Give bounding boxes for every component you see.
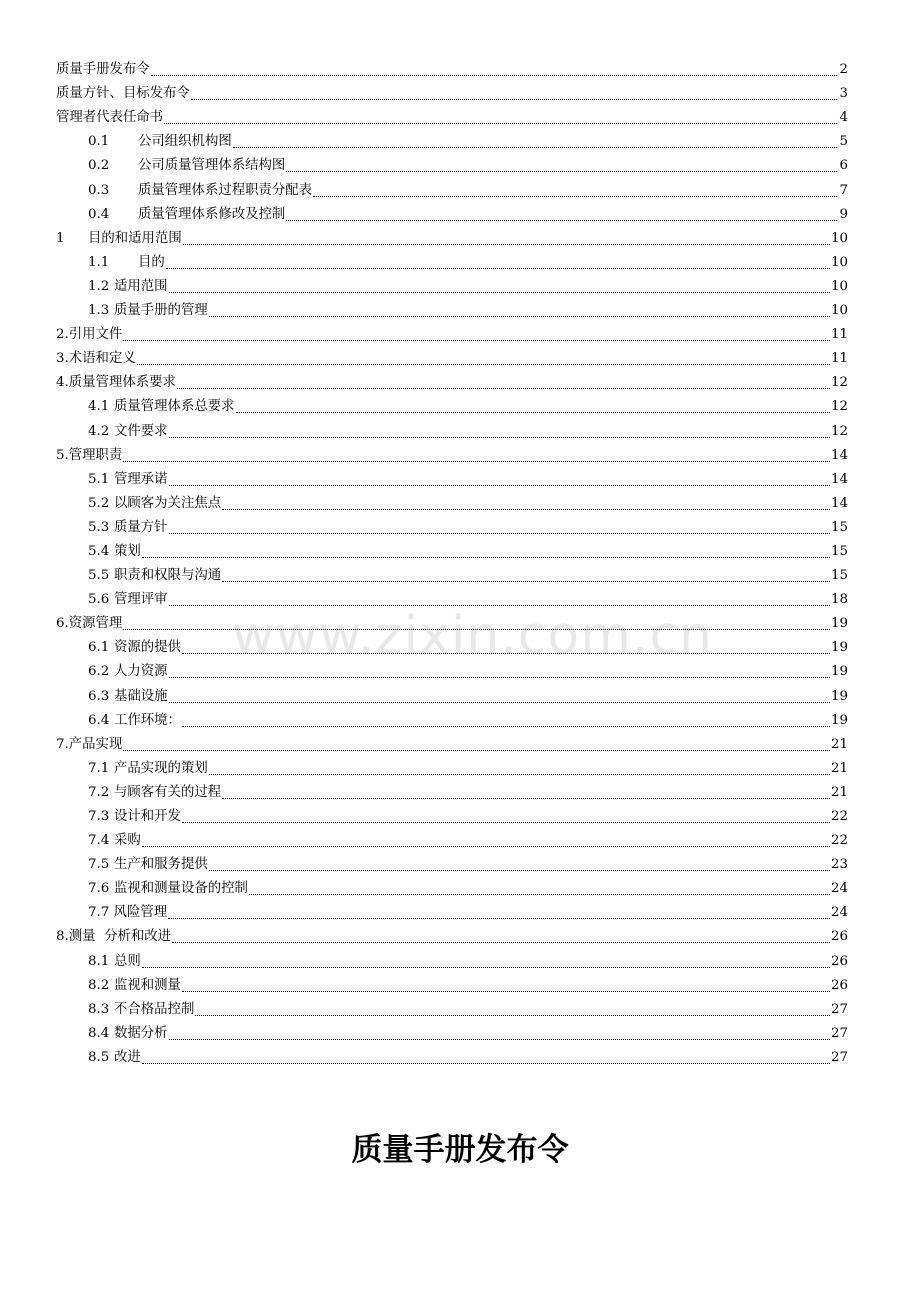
toc-entry-page: 10 bbox=[830, 230, 848, 246]
page-title: 质量手册发布令 bbox=[351, 1132, 569, 1168]
toc-entry-page: 15 bbox=[830, 568, 848, 584]
toc-entry-title: 管理评审 bbox=[114, 592, 168, 608]
toc-dot-leader bbox=[236, 411, 830, 413]
toc-entry-number: 8.2 bbox=[88, 977, 110, 993]
toc-entry-page: 19 bbox=[830, 712, 848, 728]
toc-entry-title: 质量手册的管理 bbox=[114, 303, 208, 319]
toc-entry[interactable] bbox=[56, 443, 848, 467]
toc-entry[interactable] bbox=[56, 346, 848, 370]
toc-entry-title: 策划 bbox=[114, 543, 141, 559]
toc-entry[interactable] bbox=[56, 780, 848, 804]
toc-entry-page: 21 bbox=[830, 784, 848, 800]
toc-entry[interactable] bbox=[56, 997, 848, 1021]
toc-entry-page: 7 bbox=[839, 182, 848, 198]
toc-entry-number: 5.4 bbox=[88, 543, 110, 559]
toc-dot-leader bbox=[182, 725, 830, 727]
toc-dot-leader bbox=[177, 387, 830, 389]
toc-dot-leader bbox=[169, 291, 830, 293]
toc-entry-title: 管理者代表任命书 bbox=[56, 110, 164, 126]
toc-entry[interactable] bbox=[56, 876, 848, 900]
toc-entry-page: 14 bbox=[830, 495, 848, 511]
toc-entry-number: 5.2 bbox=[88, 495, 110, 511]
toc-entry-number: 4.2 bbox=[88, 423, 110, 439]
toc-dot-leader bbox=[142, 1062, 830, 1064]
toc-entry-title: 适用范围 bbox=[114, 278, 168, 294]
toc-dot-leader bbox=[182, 990, 830, 992]
toc-entry[interactable] bbox=[56, 467, 848, 491]
toc-entry[interactable] bbox=[56, 828, 848, 852]
toc-entry-page: 19 bbox=[830, 688, 848, 704]
toc-entry-page: 15 bbox=[830, 543, 848, 559]
toc-entry-page: 22 bbox=[830, 809, 848, 824]
toc-entry-page: 10 bbox=[830, 303, 848, 319]
toc-entry-title: 5.管理职责 bbox=[56, 447, 123, 463]
toc-entry-page: 18 bbox=[830, 592, 848, 608]
toc-dot-leader bbox=[222, 580, 830, 582]
toc-entry-number: 4.1 bbox=[88, 399, 110, 415]
toc-entry-title: 8.测量 分析和改进 bbox=[56, 929, 172, 945]
toc-entry[interactable] bbox=[56, 202, 848, 226]
toc-dot-leader bbox=[182, 821, 830, 823]
toc-entry-title: 目的和适用范围 bbox=[88, 230, 182, 246]
toc-dot-leader bbox=[123, 460, 830, 462]
toc-entry-number: 7.6 bbox=[88, 881, 110, 897]
toc-entry[interactable] bbox=[56, 418, 848, 442]
toc-dot-leader bbox=[182, 652, 830, 654]
toc-entry[interactable] bbox=[56, 611, 848, 635]
toc-entry-number: 6.4 bbox=[88, 712, 110, 728]
toc-entry[interactable] bbox=[56, 539, 848, 563]
toc-dot-leader bbox=[142, 556, 830, 558]
toc-entry[interactable] bbox=[56, 105, 848, 129]
toc-entry-number: 8.1 bbox=[88, 953, 110, 969]
toc-entry-page: 21 bbox=[830, 736, 848, 752]
toc-dot-leader bbox=[222, 797, 830, 799]
toc-entry-title: 管理承诺 bbox=[114, 471, 168, 487]
toc-dot-leader bbox=[183, 243, 830, 245]
toc-entry-number: 1.2 bbox=[88, 278, 110, 294]
toc-entry-number: 6.3 bbox=[88, 688, 110, 704]
toc-dot-leader bbox=[195, 1014, 830, 1016]
toc-dot-leader bbox=[249, 893, 830, 895]
toc-entry[interactable] bbox=[56, 683, 848, 707]
toc-dot-leader bbox=[137, 363, 830, 365]
toc-entry-page: 27 bbox=[830, 1049, 848, 1065]
table-of-contents bbox=[56, 57, 848, 1069]
toc-entry-title: 设计和开发 bbox=[114, 809, 181, 824]
toc-entry-title: 工作环境： bbox=[114, 712, 181, 728]
toc-entry-title: 基础设施 bbox=[114, 688, 168, 704]
toc-entry-number: 6.1 bbox=[88, 640, 110, 656]
toc-dot-leader bbox=[169, 701, 830, 703]
toc-dot-leader bbox=[191, 98, 837, 100]
toc-entry[interactable] bbox=[56, 852, 848, 876]
toc-dot-leader bbox=[169, 436, 830, 438]
toc-entry-page: 14 bbox=[830, 447, 848, 463]
toc-entry-number: 7.5 bbox=[88, 857, 110, 873]
toc-entry[interactable] bbox=[56, 322, 848, 346]
toc-entry-page: 12 bbox=[830, 399, 848, 415]
toc-dot-leader bbox=[286, 219, 837, 221]
toc-entry[interactable] bbox=[56, 129, 848, 153]
toc-entry[interactable] bbox=[56, 153, 848, 177]
toc-entry-title: 以顾客为关注焦点 bbox=[114, 495, 222, 511]
toc-entry-page: 27 bbox=[830, 1001, 848, 1017]
toc-entry-number: 7.4 bbox=[88, 833, 110, 849]
toc-entry-title: 监视和测量 bbox=[114, 977, 181, 993]
toc-entry-number: 6.2 bbox=[88, 664, 110, 680]
toc-entry-number: 0.2 bbox=[88, 158, 110, 174]
toc-dot-leader bbox=[123, 628, 830, 630]
toc-entry-title: 职责和权限与沟通 bbox=[114, 568, 222, 584]
toc-entry-title: 数据分析 bbox=[114, 1025, 168, 1041]
toc-entry-title: 不合格品控制 bbox=[114, 1001, 195, 1017]
toc-entry[interactable] bbox=[56, 370, 848, 394]
toc-entry-title: 改进 bbox=[114, 1049, 141, 1065]
toc-entry-page: 26 bbox=[830, 953, 848, 969]
toc-entry-page: 24 bbox=[830, 905, 848, 921]
toc-entry[interactable] bbox=[56, 57, 848, 81]
toc-entry-title: 质量手册发布令 bbox=[56, 62, 150, 78]
toc-dot-leader bbox=[209, 315, 830, 317]
toc-entry-number: 1.3 bbox=[88, 303, 110, 319]
toc-entry-title: 资源的提供 bbox=[114, 640, 181, 656]
toc-entry-number: 1 bbox=[56, 230, 65, 246]
toc-entry-page: 22 bbox=[830, 833, 848, 849]
toc-entry[interactable] bbox=[56, 732, 848, 756]
toc-entry-title: 监视和测量设备的控制 bbox=[114, 881, 248, 897]
toc-entry-number: 0.1 bbox=[88, 134, 110, 150]
toc-entry[interactable] bbox=[56, 491, 848, 515]
toc-dot-leader bbox=[166, 267, 830, 269]
toc-dot-leader bbox=[172, 941, 830, 943]
toc-entry-page: 10 bbox=[830, 254, 848, 270]
toc-entry[interactable] bbox=[56, 1045, 848, 1069]
toc-entry-page: 19 bbox=[830, 640, 848, 656]
toc-entry-title: 4.质量管理体系要求 bbox=[56, 375, 176, 391]
toc-entry-title: 公司质量管理体系结构图 bbox=[138, 158, 286, 174]
toc-entry-title: 质量管理体系过程职责分配表 bbox=[138, 182, 313, 198]
toc-dot-leader bbox=[222, 508, 830, 510]
toc-entry-page: 12 bbox=[830, 375, 848, 391]
toc-entry[interactable] bbox=[56, 298, 848, 322]
toc-entry[interactable] bbox=[56, 274, 848, 298]
toc-entry[interactable] bbox=[56, 1021, 848, 1045]
toc-entry-page: 19 bbox=[830, 664, 848, 680]
toc-dot-leader bbox=[313, 195, 837, 197]
toc-entry[interactable] bbox=[56, 635, 848, 659]
toc-entry[interactable] bbox=[56, 924, 848, 948]
toc-entry-page: 11 bbox=[830, 327, 848, 343]
toc-entry-page: 27 bbox=[830, 1025, 848, 1041]
toc-dot-leader bbox=[142, 845, 830, 847]
toc-entry[interactable] bbox=[56, 226, 848, 250]
toc-entry[interactable] bbox=[56, 756, 848, 780]
toc-entry-title: 质量方针 bbox=[114, 519, 168, 535]
toc-entry-title: 产品实现的策划 bbox=[114, 760, 208, 776]
toc-entry-page: 14 bbox=[830, 471, 848, 487]
toc-entry[interactable] bbox=[56, 804, 848, 828]
toc-dot-leader bbox=[123, 749, 830, 751]
toc-entry-number: 5.3 bbox=[88, 519, 110, 535]
toc-entry[interactable] bbox=[56, 948, 848, 972]
toc-entry[interactable] bbox=[56, 563, 848, 587]
toc-entry-number: 7.3 bbox=[88, 809, 110, 824]
toc-entry-page: 3 bbox=[839, 86, 848, 102]
toc-entry-page: 6 bbox=[839, 158, 848, 174]
toc-dot-leader bbox=[209, 773, 830, 775]
toc-entry-page: 10 bbox=[830, 278, 848, 294]
toc-entry-page: 26 bbox=[830, 977, 848, 993]
toc-entry[interactable] bbox=[56, 81, 848, 105]
toc-entry-page: 19 bbox=[830, 616, 848, 632]
toc-entry[interactable] bbox=[56, 515, 848, 539]
toc-dot-leader bbox=[286, 170, 837, 172]
toc-entry-number: 1.1 bbox=[88, 254, 110, 270]
toc-entry-page: 26 bbox=[830, 929, 848, 945]
toc-entry-title: 质量方针、目标发布令 bbox=[56, 86, 190, 102]
toc-dot-leader bbox=[169, 532, 830, 534]
toc-entry-title: 人力资源 bbox=[114, 664, 168, 680]
toc-entry[interactable] bbox=[56, 177, 848, 201]
toc-entry-page: 24 bbox=[830, 881, 848, 897]
toc-entry-number: 7.1 bbox=[88, 760, 110, 776]
toc-entry-number: 0.4 bbox=[88, 206, 110, 222]
toc-entry-number: 8.4 bbox=[88, 1025, 110, 1041]
toc-entry-number: 5.1 bbox=[88, 471, 110, 487]
toc-entry-number: 0.3 bbox=[88, 182, 110, 198]
watermark: www.zixin.com.cn bbox=[232, 606, 713, 666]
toc-entry-title: 公司组织机构图 bbox=[138, 134, 232, 150]
toc-entry-title: 质量管理体系修改及控制 bbox=[138, 206, 286, 222]
toc-entry-title: 生产和服务提供 bbox=[114, 857, 208, 873]
toc-entry-number: 8.3 bbox=[88, 1001, 110, 1017]
toc-entry-title: 6.资源管理 bbox=[56, 616, 123, 632]
toc-dot-leader bbox=[123, 339, 830, 341]
toc-entry-title: 3.术语和定义 bbox=[56, 351, 136, 367]
toc-entry[interactable] bbox=[56, 659, 848, 683]
toc-dot-leader bbox=[169, 1038, 830, 1040]
toc-dot-leader bbox=[142, 966, 830, 968]
toc-entry-number: 5.5 bbox=[88, 568, 110, 584]
toc-entry[interactable] bbox=[56, 708, 848, 732]
toc-dot-leader bbox=[168, 917, 830, 919]
toc-dot-leader bbox=[169, 484, 830, 486]
toc-entry-title: 7.7 风险管理 bbox=[88, 905, 168, 921]
toc-entry-title: 7.产品实现 bbox=[56, 736, 123, 752]
toc-entry-title: 与顾客有关的过程 bbox=[114, 784, 222, 800]
toc-dot-leader bbox=[209, 869, 830, 871]
toc-entry-page: 12 bbox=[830, 423, 848, 439]
toc-entry[interactable] bbox=[56, 250, 848, 274]
toc-entry[interactable] bbox=[56, 973, 848, 997]
toc-dot-leader bbox=[151, 74, 837, 76]
toc-dot-leader bbox=[164, 122, 837, 124]
toc-entry-title: 2.引用文件 bbox=[56, 327, 123, 343]
toc-dot-leader bbox=[169, 604, 830, 606]
toc-entry-title: 采购 bbox=[114, 833, 141, 849]
toc-entry-page: 23 bbox=[830, 857, 848, 873]
toc-entry-page: 21 bbox=[830, 760, 848, 776]
toc-dot-leader bbox=[233, 146, 837, 148]
toc-entry-title: 总则 bbox=[114, 953, 141, 969]
toc-entry-page: 5 bbox=[839, 134, 848, 150]
toc-dot-leader bbox=[169, 676, 830, 678]
toc-entry-page: 15 bbox=[830, 519, 848, 535]
toc-entry-title: 文件要求 bbox=[114, 423, 168, 439]
toc-entry-number: 8.5 bbox=[88, 1049, 110, 1065]
toc-entry-number: 7.2 bbox=[88, 784, 110, 800]
toc-entry-page: 2 bbox=[839, 62, 848, 78]
toc-entry[interactable] bbox=[56, 587, 848, 611]
toc-entry-page: 9 bbox=[839, 206, 848, 222]
toc-entry-page: 11 bbox=[830, 351, 848, 367]
toc-entry-title: 目的 bbox=[138, 254, 165, 270]
toc-entry-number: 5.6 bbox=[88, 592, 110, 608]
toc-entry[interactable] bbox=[56, 900, 848, 924]
toc-entry-title: 质量管理体系总要求 bbox=[114, 399, 235, 415]
toc-entry[interactable] bbox=[56, 394, 848, 418]
toc-entry-page: 4 bbox=[839, 110, 848, 126]
